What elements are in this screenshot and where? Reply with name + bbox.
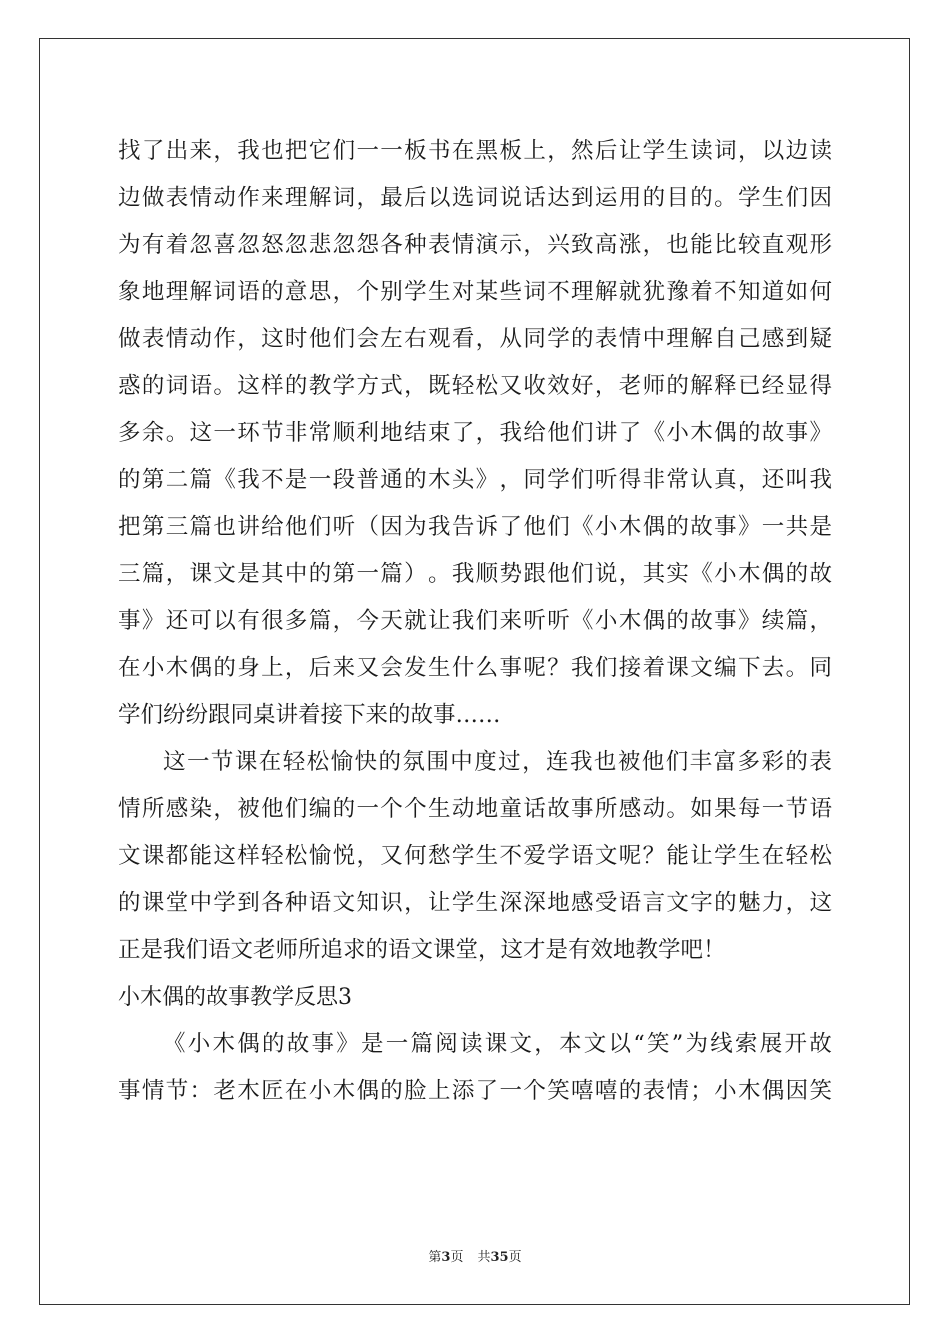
text-line: 的 课 堂 中 学 到 各 种 语 文 知 识 ， 让 学 生 深 深 地 感 受 语 言 文 字 的 魅 力 ， 这	[118, 890, 832, 916]
text-line: 多 余 。 这 一 环 节 非 常 顺 利 地 结 束 了 ， 我 给 他 们 讲 了 《 小 木 偶 的 故 事 》	[118, 420, 832, 446]
text-line: 在 小 木 偶 的 身 上 ， 后 来 又 会 发 生 什 么 事 呢 ？ 我 们 接 着 课 文 编 下 去 。 同	[118, 655, 832, 681]
text-line: 《 小 木 偶 的 故 事 》 是 一 篇 阅 读 课 文 ， 本 文 以 “ 笑 ” 为 线 索 展 开 故	[163, 1031, 832, 1057]
text-line: 做 表 情 动 作 ， 这 时 他 们 会 左 右 观 看 ， 从 同 学 的 表 情 中 理 解 自 己 感 到 疑	[118, 326, 832, 352]
text-line: 为 有 着 忽 喜 忽 怒 忽 悲 忽 怨 各 种 表 情 演 示 ， 兴 致 高 涨 ， 也 能 比 较 直 观 形	[118, 232, 832, 258]
text-line: 三 篇 ， 课 文 是 其 中 的 第 一 篇 ） 。 我 顺 势 跟 他 们 说 ， 其 实 《 小 木 偶 的 故	[118, 561, 832, 587]
text-line: 把 第 三 篇 也 讲 给 他 们 听 （ 因 为 我 告 诉 了 他 们 《 小 木 偶 的 故 事 》 一 共 是	[118, 514, 832, 540]
footer-page-number: 3	[441, 1250, 451, 1265]
text-line: 事 情 节 ： 老 木 匠 在 小 木 偶 的 脸 上 添 了 一 个 笑 嘻 嘻 的 表 情 ； 小 木 偶 因 笑	[118, 1078, 832, 1104]
text-line: 正是我们语文老师所追求的语文课堂，这才是有效地教学吧！	[118, 937, 726, 963]
text-line: 文 课 都 能 这 样 轻 松 愉 悦 ， 又 何 愁 学 生 不 爱 学 语 文 呢 ？ 能 让 学 生 在 轻 松	[118, 843, 832, 869]
page-footer	[0, 1246, 950, 1265]
footer-page-suffix: 页	[450, 1250, 464, 1265]
document-body	[118, 128, 832, 1115]
text-line: 情 所 感 染 ， 被 他 们 编 的 一 个 个 生 动 地 童 话 故 事 所 感 动 。 如 果 每 一 节 语	[118, 796, 832, 822]
text-line: 象 地 理 解 词 语 的 意 思 ， 个 别 学 生 对 某 些 词 不 理 解 就 犹 豫 着 不 知 道 如 何	[118, 279, 832, 305]
text-line: 这 一 节 课 在 轻 松 愉 快 的 氛 围 中 度 过 ， 连 我 也 被 他 们 丰 富 多 彩 的 表	[163, 749, 832, 775]
text-line: 学们纷纷跟同桌讲着接下来的故事……	[118, 702, 501, 728]
text-line: 找 了 出 来 ， 我 也 把 它 们 一 一 板 书 在 黑 板 上 ， 然 后 让 学 生 读 词 ， 以 边 读	[118, 138, 832, 164]
text-line: 的 第 二 篇 《 我 不 是 一 段 普 通 的 木 头 》 ， 同 学 们 听 得 非 常 认 真 ， 还 叫 我	[118, 467, 832, 493]
text-line: 事 》 还 可 以 有 很 多 篇 ， 今 天 就 让 我 们 来 听 听 《 小 木 偶 的 故 事 》 续 篇 ，	[118, 608, 832, 634]
footer-page-prefix: 第	[428, 1250, 442, 1265]
section-heading: 小木偶的故事教学反思3	[118, 985, 352, 1010]
text-line: 惑 的 词 语 。 这 样 的 教 学 方 式 ， 既 轻 松 又 收 效 好 ， 老 师 的 解 释 已 经 显 得	[118, 373, 832, 399]
footer-total-pages: 35	[490, 1250, 509, 1265]
footer-total-suffix: 页	[508, 1250, 522, 1265]
text-line: 边 做 表 情 动 作 来 理 解 词 ， 最 后 以 选 词 说 话 达 到 运 用 的 目 的 。 学 生 们 因	[118, 185, 832, 211]
footer-total-prefix: 共	[477, 1250, 491, 1265]
